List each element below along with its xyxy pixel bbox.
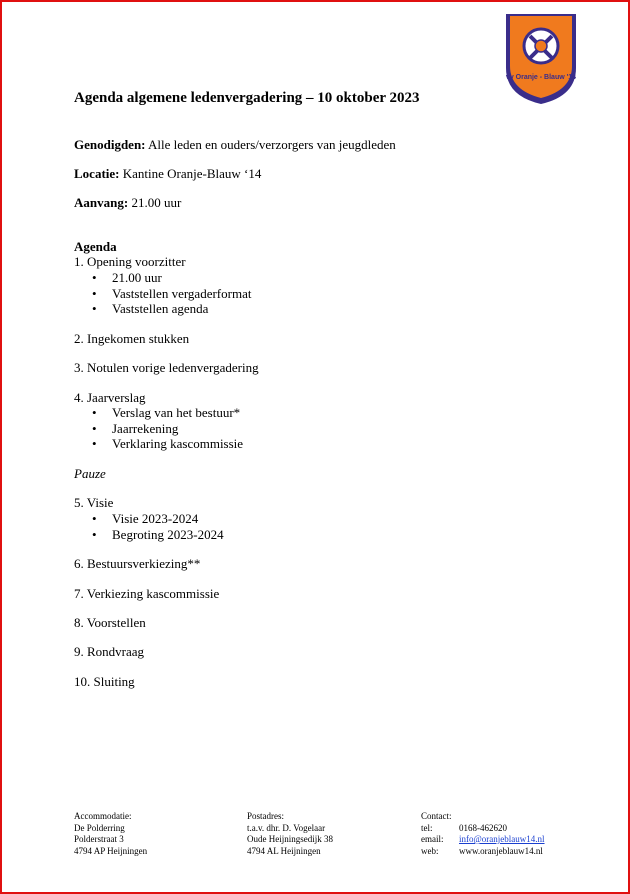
agenda-item-10: 10. Sluiting — [74, 674, 135, 689]
genodigden-value: Alle leden en ouders/verzorgers van jeugdleden — [145, 137, 396, 152]
genodigden-line — [74, 137, 396, 153]
agenda-item-3: 3. Notulen vorige ledenvergadering — [74, 360, 259, 375]
agenda-heading: Agenda — [74, 239, 117, 254]
pause-label: Pauze — [74, 466, 106, 481]
aanvang-value: 21.00 uur — [128, 195, 182, 210]
locatie-line — [74, 166, 261, 182]
agenda-item-4-bullet: • Verslag van het bestuur* — [92, 405, 241, 420]
contact-heading: Contact: — [421, 811, 452, 821]
contact-tel: 0168-462620 — [459, 822, 507, 833]
locatie-label: Locatie: — [74, 166, 120, 181]
svg-text:vv Oranje - Blauw '14: vv Oranje - Blauw '14 — [505, 74, 577, 81]
agenda-item-5-bullet: • Begroting 2023-2024 — [92, 527, 224, 542]
agenda-item-1: 1. Opening voorzitter — [74, 254, 186, 269]
contact-web: www.oranjeblauw14.nl — [459, 845, 543, 856]
aanvang-label: Aanvang: — [74, 195, 129, 210]
locatie-value: Kantine Oranje-Blauw ‘14 — [119, 166, 262, 181]
agenda-item-7: 7. Verkiezing kascommissie — [74, 586, 220, 601]
agenda-item-6: 6. Bestuursverkiezing** — [74, 556, 201, 571]
agenda-item-8: 8. Voorstellen — [74, 615, 146, 630]
footer-contact: Contact: tel: 0168-462620 email: info@oranjeblauw14.nl web: www.oranjeblauw14.nl — [421, 811, 545, 856]
genodigden-label: Genodigden: — [74, 137, 146, 152]
contact-email-link[interactable]: info@oranjeblauw14.nl — [459, 834, 545, 844]
club-logo — [498, 6, 584, 106]
agenda-item-2: 2. Ingekomen stukken — [74, 331, 190, 346]
agenda-item-1-bullet: • 21.00 uur — [92, 270, 162, 285]
page-title: Agenda algemene ledenvergadering – 10 oktober 2023 — [74, 90, 420, 106]
agenda-item-5: 5. Visie — [74, 495, 114, 510]
agenda-item-5-bullet: • Visie 2023-2024 — [92, 511, 199, 526]
agenda-item-9: 9. Rondvraag — [74, 644, 145, 659]
agenda-item-4: 4. Jaarverslag — [74, 390, 146, 405]
footer-accommodatie: Accommodatie: De Polderring Polderstraat 3 4794 AP Heijningen — [74, 811, 148, 856]
agenda-item-4-bullet: • Verklaring kascommissie — [92, 436, 244, 451]
agenda-item-1-bullet: • Vaststellen vergaderformat — [92, 286, 252, 301]
aanvang-line — [74, 195, 181, 211]
footer-postadres: Postadres: t.a.v. dhr. D. Vogelaar Oude Heijningsedijk 38 4794 AL Heijningen — [247, 811, 333, 856]
agenda-item-1-bullet: • Vaststellen agenda — [92, 301, 209, 316]
agenda-item-4-bullet: • Jaarrekening — [92, 421, 179, 436]
